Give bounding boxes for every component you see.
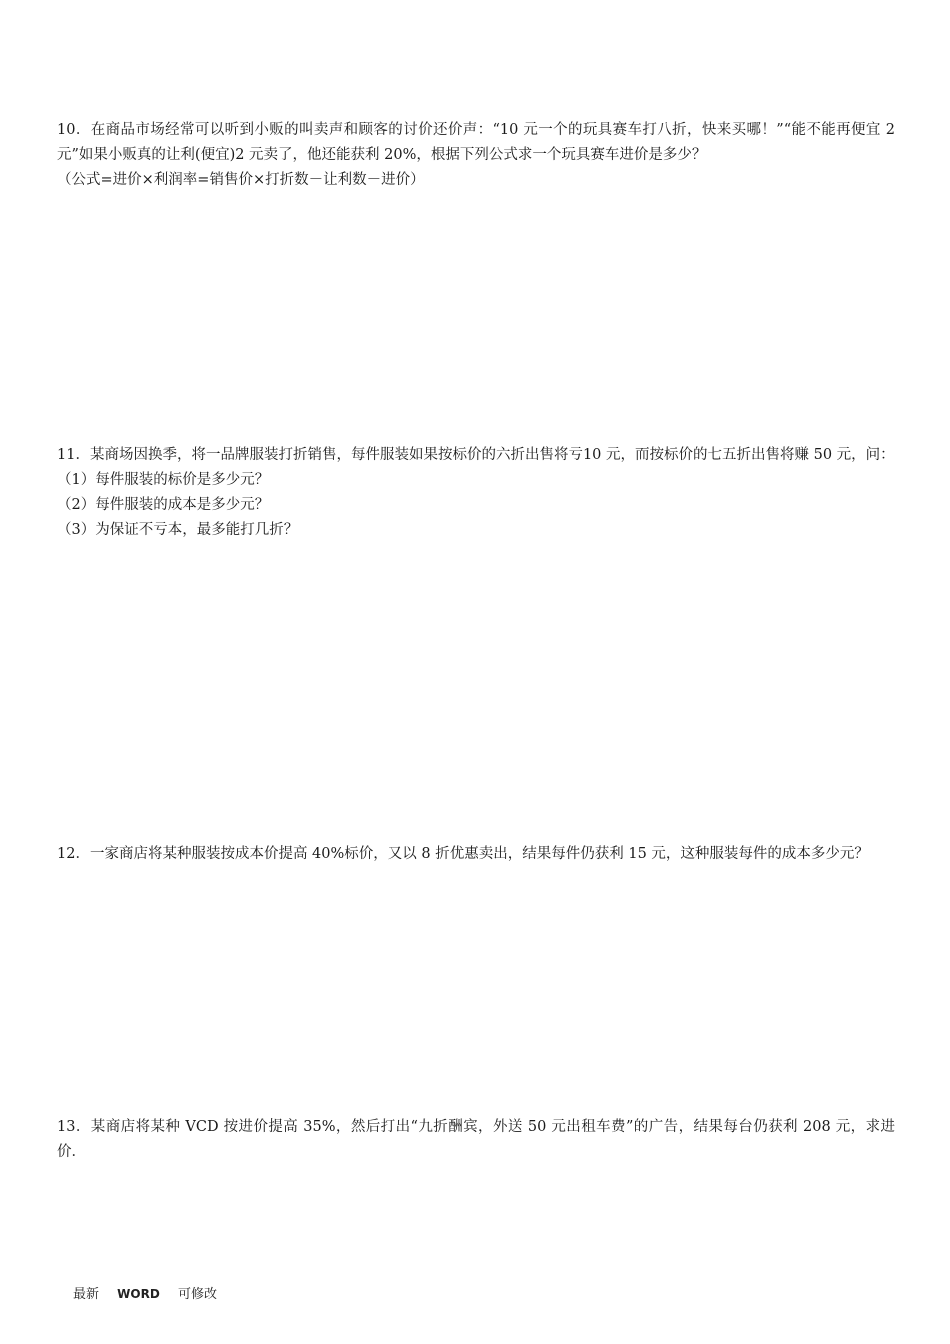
footer-latest: 最新 [73,1287,100,1302]
question-13-text: 13．某商店将某种 VCD 按进价提高 35%，然后打出“九折酬宾，外送 50 元出租车费”的广告，结果每台仍获利 208 元，求进价． [57,1119,895,1160]
question-11-part-3: （3）为保证不亏本，最多能打几折？ [57,522,299,538]
question-10 [57,118,895,193]
footer-word: WORD [117,1287,160,1301]
question-11-part-2: （2）每件服装的成本是多少元？ [57,497,270,513]
question-12-text: 12．一家商店将某种服装按成本价提高 40%标价，又以 8 折优惠卖出，结果每件仍获利 15 元，这种服装每件的成本多少元？ [57,846,869,862]
footer-editable: 可修改 [177,1287,217,1302]
question-11-part-1: （1）每件服装的标价是多少元？ [57,472,270,488]
question-11-text: 11．某商场因换季，将一品牌服装打折销售，每件服装如果按标价的六折出售将亏10 元，而按标价的七五折出售将赚 50 元，问： [57,447,895,463]
question-13 [57,1115,895,1165]
question-11 [57,443,895,543]
question-12 [57,842,895,867]
question-10-formula: （公式=进价×利润率=销售价×打折数－让利数－进价） [57,172,425,188]
question-10-text: 10．在商品市场经常可以听到小贩的叫卖声和顾客的讨价还价声：“10 元一个的玩具赛车打八折，快来买哪！”“能不能再便宜 2 元”如果小贩真的让利(便宜)2 元卖了，他还能获利 20%，根据下列公式求一个玩具赛车进价是多少？ [57,122,895,163]
page-footer [73,1284,231,1305]
